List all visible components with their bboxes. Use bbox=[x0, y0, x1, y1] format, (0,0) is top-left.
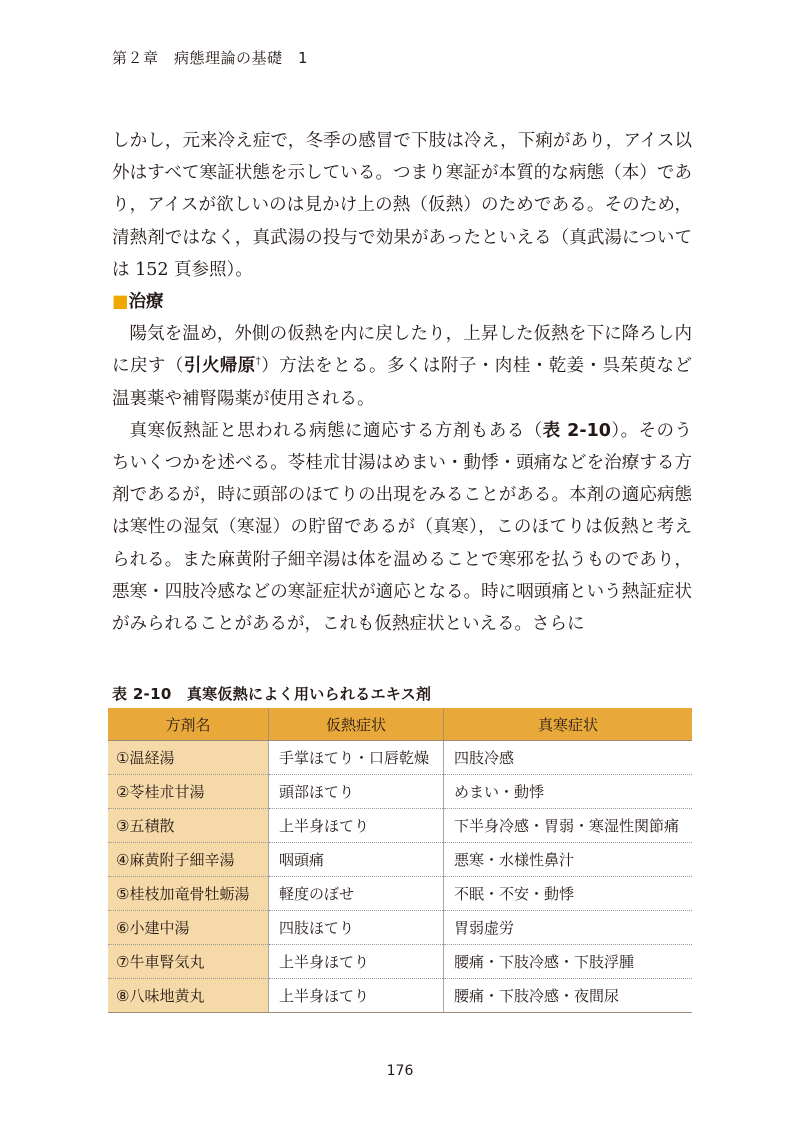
paragraph-3-text-a: 真寒仮熱証と思われる病態に適応する方剤もある（ bbox=[129, 420, 543, 441]
prescription-name-cell: ②苓桂朮甘湯 bbox=[108, 775, 269, 809]
true-cold-cell: 腰痛・下肢冷感・下肢浮腫 bbox=[444, 945, 693, 979]
prescription-name-cell: ⑤桂枝加竜骨牡蛎湯 bbox=[108, 877, 269, 911]
table-caption: 表 2-10 真寒仮熱によく用いられるエキス剤 bbox=[112, 685, 432, 703]
dagger-footnote-mark: † bbox=[255, 356, 262, 368]
paragraph-2 bbox=[112, 318, 692, 415]
prescription-table bbox=[108, 708, 692, 1013]
false-heat-cell: 四肢ほてり bbox=[269, 911, 444, 945]
square-bullet-icon: ■ bbox=[112, 292, 129, 313]
paragraph-2-text-b: ）方法をとる。多くは附子・肉桂・乾姜・呉茱萸など温裏薬や補腎陽薬が使用される。 bbox=[112, 356, 692, 409]
table-header-row bbox=[108, 708, 692, 741]
header-false-heat-symptoms: 仮熱症状 bbox=[269, 708, 444, 741]
false-heat-cell: 咽頭痛 bbox=[269, 843, 444, 877]
body-text bbox=[112, 125, 692, 640]
prescription-name-cell: ④麻黄附子細辛湯 bbox=[108, 843, 269, 877]
true-cold-cell: 悪寒・水様性鼻汁 bbox=[444, 843, 693, 877]
false-heat-cell: 手掌ほてり・口唇乾燥 bbox=[269, 741, 444, 775]
header-true-cold-symptoms: 真寒症状 bbox=[444, 708, 693, 741]
true-cold-cell: 下半身冷感・胃弱・寒湿性関節痛 bbox=[444, 809, 693, 843]
false-heat-cell: 軽度のぼせ bbox=[269, 877, 444, 911]
paragraph-3-text-b: ）。そのうちいくつかを述べる。苓桂朮甘湯はめまい・動悸・頭痛などを治療する方剤であるが，時に頭部のほてりの出現をみることがある。本剤の適応病態は寒性の湿気（寒湿）の貯留であるが（真寒），このほてりは仮熱と考えられる。また麻黄附子細辛湯は体を温めることで寒邪を払うものであり，悪寒・四肢冷感などの寒証症状が適応となる。時に咽頭痛という熱証症状がみられることがあるが，これも仮熱症状といえる。さらに bbox=[112, 420, 692, 635]
false-heat-cell: 上半身ほてり bbox=[269, 809, 444, 843]
table-row bbox=[108, 741, 692, 775]
prescription-name-cell: ③五積散 bbox=[108, 809, 269, 843]
table-row bbox=[108, 843, 692, 877]
true-cold-cell: 四肢冷感 bbox=[444, 741, 693, 775]
prescription-name-cell: ⑧八味地黄丸 bbox=[108, 979, 269, 1013]
table-row bbox=[108, 775, 692, 809]
table-row bbox=[108, 809, 692, 843]
term-inka-kigen: 引火帰原 bbox=[183, 356, 256, 377]
false-heat-cell: 上半身ほてり bbox=[269, 979, 444, 1013]
true-cold-cell: 不眠・不安・動悸 bbox=[444, 877, 693, 911]
running-header: 第２章 病態理論の基礎 1 bbox=[112, 49, 309, 67]
true-cold-cell: 腰痛・下肢冷感・夜間尿 bbox=[444, 979, 693, 1013]
table-row bbox=[108, 945, 692, 979]
section-heading bbox=[112, 286, 692, 318]
true-cold-cell: 胃弱虚労 bbox=[444, 911, 693, 945]
page-number: 176 bbox=[386, 1063, 414, 1079]
paragraph-1: しかし，元来冷え症で，冬季の感冒で下肢は冷え，下痢があり，アイス以外はすべて寒証状態を示している。つまり寒証が本質的な病態（本）であり，アイスが欲しいのは見かけ上の熱（仮熱）のためである。そのため，清熱剤ではなく，真武湯の投与で効果があったといえる（真武湯については 152 頁参照）。 bbox=[112, 131, 692, 280]
true-cold-cell: めまい・動悸 bbox=[444, 775, 693, 809]
paragraph-2-text-a: 陽気を温め，外側の仮熱を内に戻したり，上昇した仮熱を下に降ろし内に戻す（ bbox=[112, 324, 692, 377]
header-prescription-name: 方剤名 bbox=[108, 708, 269, 741]
table-row bbox=[108, 911, 692, 945]
prescription-name-cell: ①温経湯 bbox=[108, 741, 269, 775]
section-title: 治療 bbox=[128, 292, 164, 313]
prescription-name-cell: ⑦牛車腎気丸 bbox=[108, 945, 269, 979]
table-row bbox=[108, 979, 692, 1013]
table-row bbox=[108, 877, 692, 911]
false-heat-cell: 上半身ほてり bbox=[269, 945, 444, 979]
prescription-name-cell: ⑥小建中湯 bbox=[108, 911, 269, 945]
paragraph-3 bbox=[112, 415, 692, 640]
false-heat-cell: 頭部ほてり bbox=[269, 775, 444, 809]
table-reference: 表 2-10 bbox=[542, 420, 611, 441]
